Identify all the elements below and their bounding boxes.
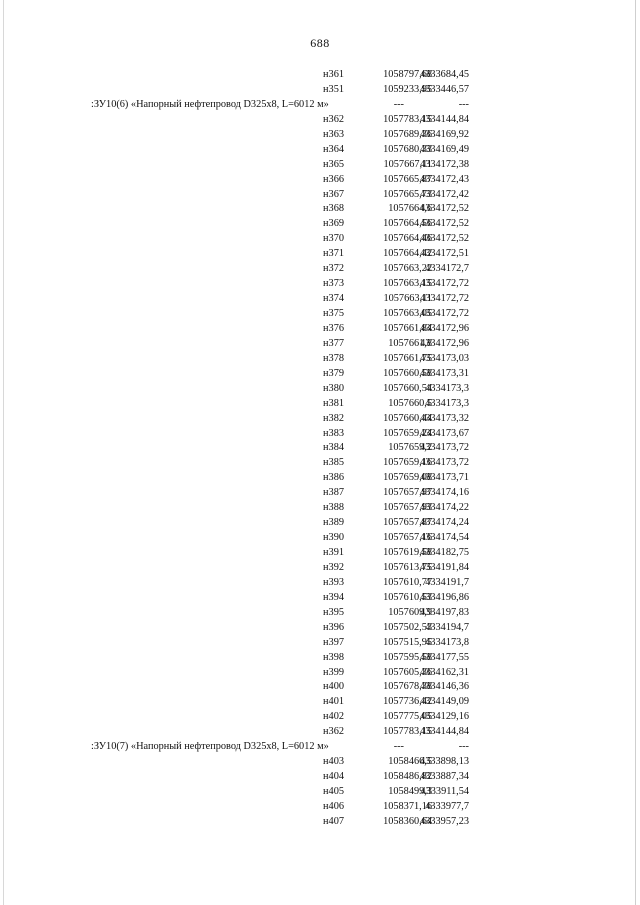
- point-id: н361: [323, 69, 344, 80]
- point-id: н373: [323, 278, 344, 290]
- point-id: н376: [323, 322, 344, 334]
- y-coordinate: 4334172,51: [420, 248, 469, 260]
- coordinate-row: [0, 636, 640, 651]
- point-id: н391: [323, 547, 344, 558]
- section-header-row: [0, 740, 640, 755]
- y-coordinate: 4333684,45: [420, 69, 469, 80]
- x-coordinate: 1057515,95: [383, 636, 432, 648]
- y-coordinate: 4334174,54: [420, 532, 469, 544]
- y-coordinate: 4333898,13: [420, 756, 469, 768]
- section-header-row: [0, 98, 640, 113]
- y-coordinate: 4334129,16: [420, 711, 469, 723]
- x-coordinate: 1057595,58: [383, 651, 432, 663]
- y-coordinate: 4334173,32: [420, 412, 469, 424]
- point-id: н389: [323, 517, 344, 529]
- y-coordinate: 4334169,92: [420, 128, 469, 140]
- point-id: н382: [323, 412, 344, 424]
- point-id: н362: [323, 726, 344, 738]
- point-id: н398: [323, 651, 344, 663]
- y-coordinate: 4334173,3: [425, 397, 469, 409]
- coordinate-row: [0, 337, 640, 352]
- y-coordinate: 4334172,72: [420, 293, 469, 305]
- x-coordinate: 1057659,16: [383, 457, 432, 469]
- y-coordinate: 4334172,7: [425, 263, 469, 275]
- point-id: н368: [323, 203, 344, 215]
- y-coordinate: 4334172,72: [420, 278, 469, 290]
- point-id: н375: [323, 308, 344, 319]
- x-coordinate: 1057605,36: [383, 666, 432, 678]
- coordinate-row: [0, 441, 640, 456]
- coordinate-row: [0, 367, 640, 382]
- point-id: н374: [323, 293, 344, 305]
- x-coordinate: 1057664,46: [383, 233, 432, 245]
- y-coordinate: 4333957,23: [420, 815, 469, 827]
- point-id: н380: [323, 382, 344, 394]
- point-id: н392: [323, 561, 344, 573]
- point-id: н378: [323, 352, 344, 364]
- y-coordinate: 4334191,84: [420, 561, 469, 573]
- y-coordinate: 4334172,38: [420, 158, 469, 170]
- y-coordinate: 4334174,24: [420, 517, 469, 529]
- x-coordinate: 1057661,8: [388, 337, 432, 349]
- x-coordinate: 1057657,87: [383, 517, 432, 529]
- coordinate-row: [0, 292, 640, 307]
- coordinate-row: [0, 651, 640, 666]
- y-coordinate: 4334172,96: [420, 322, 469, 334]
- coordinate-row: [0, 427, 640, 442]
- coordinate-row: [0, 516, 640, 531]
- x-coordinate: 1057663,05: [383, 308, 432, 319]
- point-id: н386: [323, 472, 344, 484]
- coordinate-row: [0, 143, 640, 158]
- point-id: н384: [323, 442, 344, 454]
- y-coordinate: 4334169,49: [420, 143, 469, 155]
- x-coordinate: 1058499,3: [388, 786, 432, 797]
- y-coordinate: 4333911,54: [420, 786, 469, 797]
- x-coordinate: 1057667,11: [383, 158, 432, 170]
- point-id: н364: [323, 143, 344, 155]
- x-coordinate: 1057610,77: [383, 576, 432, 588]
- x-coordinate: 1057659,08: [383, 472, 432, 484]
- point-id: н405: [323, 786, 344, 797]
- y-coordinate: 4334173,3: [425, 382, 469, 394]
- y-coordinate: 4334173,03: [420, 352, 469, 364]
- x-coordinate: 1057665,73: [383, 188, 432, 200]
- y-coordinate: 4334173,72: [420, 457, 469, 469]
- coordinate-row: [0, 471, 640, 486]
- y-coordinate: 4334174,16: [420, 487, 469, 499]
- y-coordinate: 4334172,43: [420, 173, 469, 185]
- y-coordinate: 4334191,7: [425, 576, 469, 588]
- point-id: н381: [323, 397, 344, 409]
- x-coordinate: 1057775,05: [383, 711, 432, 723]
- x-coordinate: 1057502,53: [383, 621, 432, 633]
- y-coordinate: 4334149,09: [420, 696, 469, 708]
- x-coordinate: 1057664,6: [388, 203, 432, 215]
- coordinate-row: [0, 262, 640, 277]
- coordinate-row: [0, 382, 640, 397]
- y-coordinate: 4333977,7: [425, 800, 469, 812]
- point-id: н351: [323, 83, 344, 95]
- x-coordinate: 1057657,97: [383, 487, 432, 499]
- x-coordinate: 1057660,44: [383, 412, 432, 424]
- point-id: н390: [323, 532, 344, 544]
- point-id: н395: [323, 606, 344, 618]
- coordinate-row: [0, 486, 640, 501]
- y-coordinate: 4333887,34: [420, 771, 469, 783]
- coordinate-row: [0, 531, 640, 546]
- y-coordinate: 4334172,52: [420, 233, 469, 245]
- point-id: н383: [323, 427, 344, 439]
- y-coordinate: 4334182,75: [420, 547, 469, 558]
- coordinate-row: [0, 785, 640, 800]
- point-id: н402: [323, 711, 344, 723]
- y-coordinate: 4334194,7: [425, 621, 469, 633]
- point-id: н377: [323, 337, 344, 349]
- y-coordinate: 4334172,52: [420, 218, 469, 230]
- coordinate-row: [0, 113, 640, 128]
- coordinate-row: [0, 725, 640, 740]
- y-coordinate: 4334174,22: [420, 502, 469, 514]
- coordinate-row: [0, 83, 640, 98]
- x-placeholder: ---: [393, 98, 404, 110]
- coordinate-row: [0, 755, 640, 770]
- x-coordinate: 1057659,24: [383, 427, 432, 439]
- coordinate-row: [0, 621, 640, 636]
- point-id: н399: [323, 666, 344, 678]
- coordinate-row: [0, 576, 640, 591]
- point-id: н367: [323, 188, 344, 200]
- x-coordinate: 1057664,42: [383, 248, 432, 260]
- x-coordinate: 1057610,53: [383, 591, 432, 603]
- coordinate-row: [0, 247, 640, 262]
- point-id: н406: [323, 800, 344, 812]
- x-coordinate: 1058360,64: [383, 815, 432, 827]
- y-coordinate: 4334173,71: [420, 472, 469, 484]
- x-coordinate: 1057609,9: [388, 606, 432, 618]
- x-coordinate: 1057689,36: [383, 128, 432, 140]
- coordinate-row: [0, 128, 640, 143]
- point-id: н394: [323, 591, 344, 603]
- point-id: н369: [323, 218, 344, 230]
- coordinate-row: [0, 68, 640, 83]
- coordinate-row: [0, 666, 640, 681]
- y-coordinate: 4334144,84: [420, 726, 469, 738]
- x-coordinate: 1057659,2: [388, 442, 432, 454]
- y-coordinate: 4334173,67: [420, 427, 469, 439]
- coordinate-row: [0, 546, 640, 561]
- coordinate-row: [0, 815, 640, 830]
- coordinate-row: [0, 173, 640, 188]
- point-id: н397: [323, 636, 344, 648]
- x-coordinate: 1057660,54: [383, 382, 432, 394]
- coordinate-row: [0, 710, 640, 725]
- point-id: н404: [323, 771, 344, 783]
- y-coordinate: 4334144,84: [420, 113, 469, 125]
- x-coordinate: 1058797,68: [383, 69, 432, 80]
- x-coordinate: 1057678,38: [383, 681, 432, 693]
- x-coordinate: 1057660,5: [388, 397, 432, 409]
- coordinate-row: [0, 456, 640, 471]
- x-coordinate: 1057613,75: [383, 561, 432, 573]
- x-coordinate: 1057663,15: [383, 278, 432, 290]
- x-coordinate: 1058486,82: [383, 771, 432, 783]
- coordinate-row: [0, 322, 640, 337]
- point-id: н393: [323, 576, 344, 588]
- y-coordinate: 4334172,96: [420, 337, 469, 349]
- point-id: н372: [323, 263, 344, 275]
- coordinate-row: [0, 352, 640, 367]
- point-id: н400: [323, 681, 344, 693]
- x-coordinate: 1057783,15: [383, 726, 432, 738]
- coordinate-row: [0, 397, 640, 412]
- section-title: :ЗУ10(7) «Напорный нефтепровод D325x8, L=6012 м»: [91, 741, 329, 753]
- y-coordinate: 4334146,36: [420, 681, 469, 693]
- x-coordinate: 1057657,16: [383, 532, 432, 544]
- coordinate-row: [0, 501, 640, 516]
- y-coordinate: 4334172,72: [420, 308, 469, 319]
- point-id: н401: [323, 696, 344, 708]
- coordinate-row: [0, 561, 640, 576]
- y-coordinate: 4333446,57: [420, 83, 469, 95]
- point-id: н387: [323, 487, 344, 499]
- x-coordinate: 1058466,5: [388, 756, 432, 768]
- x-coordinate: 1057783,15: [383, 113, 432, 125]
- point-id: н363: [323, 128, 344, 140]
- coordinate-row: [0, 800, 640, 815]
- point-id: н396: [323, 621, 344, 633]
- y-coordinate: 4334177,55: [420, 651, 469, 663]
- coordinate-row: [0, 277, 640, 292]
- point-id: н362: [323, 113, 344, 125]
- y-coordinate: 4334172,52: [420, 203, 469, 215]
- x-coordinate: 1057619,58: [383, 547, 432, 558]
- point-id: н371: [323, 248, 344, 260]
- coordinate-row: [0, 232, 640, 247]
- x-coordinate: 1059233,95: [383, 83, 432, 95]
- coordinate-row: [0, 188, 640, 203]
- y-placeholder: ---: [458, 98, 469, 110]
- x-coordinate: 1058371,16: [383, 800, 432, 812]
- coordinate-row: [0, 202, 640, 217]
- y-coordinate: 4334196,86: [420, 591, 469, 603]
- coordinate-row: [0, 158, 640, 173]
- y-coordinate: 4334173,31: [420, 367, 469, 379]
- y-coordinate: 4334173,8: [425, 636, 469, 648]
- point-id: н379: [323, 367, 344, 379]
- point-id: н365: [323, 158, 344, 170]
- point-id: н403: [323, 756, 344, 768]
- coordinate-row: [0, 606, 640, 621]
- point-id: н370: [323, 233, 344, 245]
- y-coordinate: 4334197,83: [420, 606, 469, 618]
- x-coordinate: 1057664,56: [383, 218, 432, 230]
- x-coordinate: 1057680,33: [383, 143, 432, 155]
- point-id: н388: [323, 502, 344, 514]
- x-coordinate: 1057657,93: [383, 502, 432, 514]
- x-coordinate: 1057660,58: [383, 367, 432, 379]
- x-placeholder: ---: [393, 741, 404, 753]
- coordinate-row: [0, 695, 640, 710]
- page-number: 688: [310, 36, 330, 50]
- x-coordinate: 1057663,22: [383, 263, 432, 275]
- y-coordinate: 4334172,42: [420, 188, 469, 200]
- coordinate-row: [0, 591, 640, 606]
- point-id: н366: [323, 173, 344, 185]
- y-coordinate: 4334173,72: [420, 442, 469, 454]
- coordinate-row: [0, 412, 640, 427]
- coordinate-row: [0, 307, 640, 322]
- x-coordinate: 1057663,11: [383, 293, 432, 305]
- x-coordinate: 1057661,84: [383, 322, 432, 334]
- coordinate-row: [0, 217, 640, 232]
- coordinates-table: [0, 68, 640, 830]
- y-coordinate: 4334162,31: [420, 666, 469, 678]
- section-title: :ЗУ10(6) «Напорный нефтепровод D325x8, L=6012 м»: [91, 98, 329, 110]
- point-id: н407: [323, 815, 344, 827]
- x-coordinate: 1057736,42: [383, 696, 432, 708]
- coordinate-row: [0, 770, 640, 785]
- coordinate-row: [0, 680, 640, 695]
- point-id: н385: [323, 457, 344, 469]
- y-placeholder: ---: [458, 741, 469, 753]
- x-coordinate: 1057661,75: [383, 352, 432, 364]
- x-coordinate: 1057665,87: [383, 173, 432, 185]
